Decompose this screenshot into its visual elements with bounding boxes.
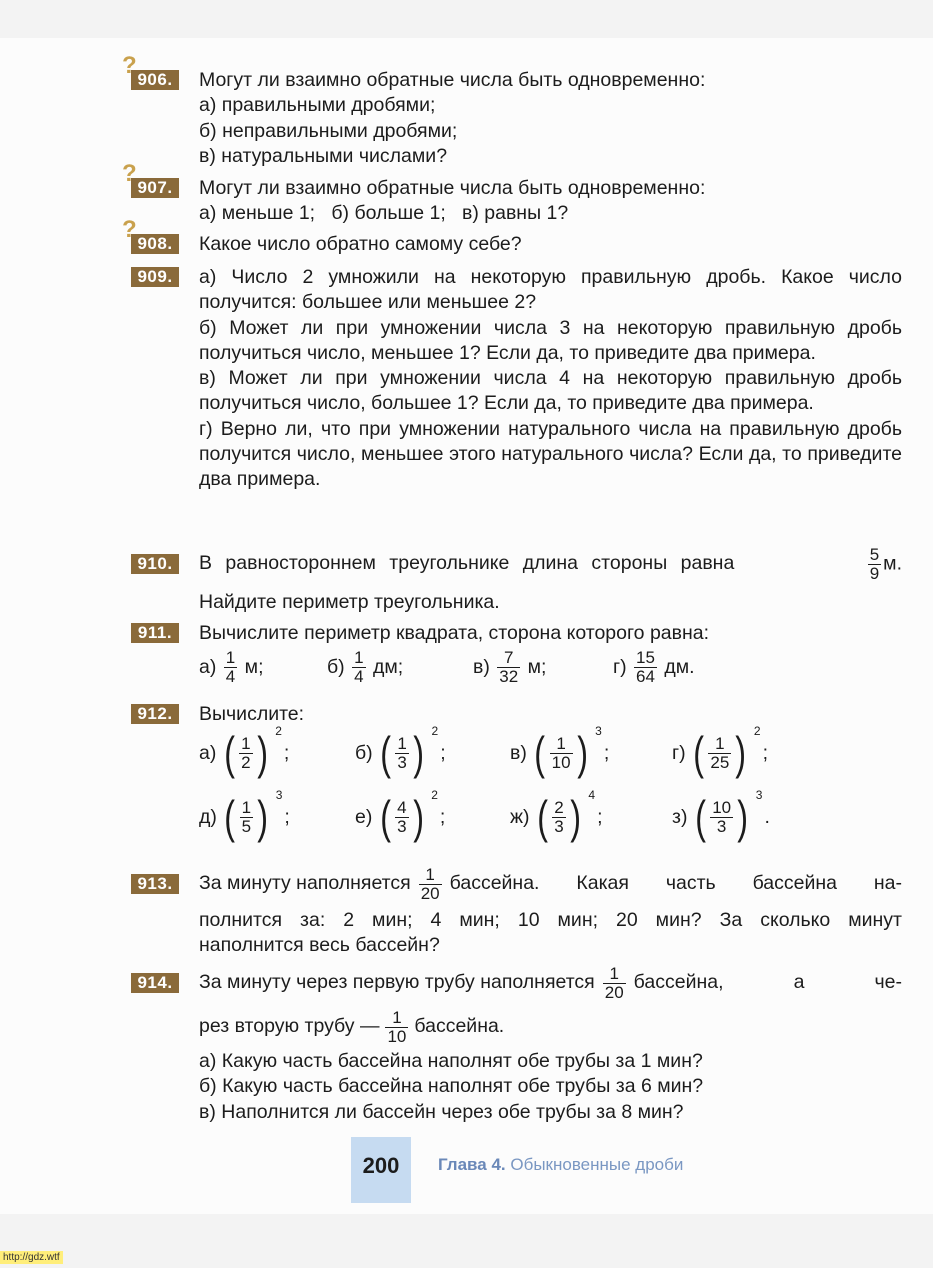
numerator: 1 xyxy=(715,733,725,753)
right-paren: ) xyxy=(257,791,269,843)
denominator: 64 xyxy=(636,667,655,686)
right-paren: ) xyxy=(570,791,581,843)
problem-text xyxy=(199,544,902,615)
fraction xyxy=(419,866,442,903)
left-paren: ( xyxy=(380,727,392,779)
numerator: 1 xyxy=(609,963,619,983)
power xyxy=(222,724,282,779)
problem-text xyxy=(199,265,902,493)
exponent: 2 xyxy=(431,788,438,802)
denominator: 20 xyxy=(604,982,624,1002)
exponent: 2 xyxy=(275,724,282,738)
fraction xyxy=(603,965,626,1002)
punct: ; xyxy=(597,805,603,828)
right-paren: ) xyxy=(737,791,749,843)
exponent: 2 xyxy=(753,724,761,738)
text-line: наполнится весь бассейн? xyxy=(199,934,440,957)
chapter-label: Глава 4. xyxy=(438,1155,506,1174)
exponent: 4 xyxy=(588,788,596,802)
denominator: 20 xyxy=(420,883,440,903)
right-paren: ) xyxy=(576,727,588,779)
item-a xyxy=(199,649,263,686)
right-paren: ) xyxy=(256,727,268,779)
fraction xyxy=(240,799,253,836)
problem-number: ? 906. xyxy=(131,70,179,90)
fraction xyxy=(352,649,365,686)
fraction xyxy=(710,799,733,836)
item-label: г) xyxy=(672,741,686,764)
problem-text xyxy=(199,961,902,1125)
problem-number: 911. xyxy=(131,623,179,643)
power xyxy=(378,724,439,779)
text-line: Какое число обратно самому себе? xyxy=(199,233,522,255)
fraction xyxy=(634,649,657,686)
power-item xyxy=(199,724,290,779)
numerator: 15 xyxy=(636,648,655,667)
numerator: 1 xyxy=(556,733,566,753)
item-c xyxy=(473,649,546,686)
denominator: 9 xyxy=(869,563,880,583)
problem-number: 912. xyxy=(131,704,179,724)
item-label: б) xyxy=(327,656,345,678)
part-a: а) Число 2 умножили на некоторую правильную дробь. Какое число получится: большее или меньшее 2? xyxy=(199,266,902,314)
problem-text xyxy=(199,68,902,169)
running-title xyxy=(438,1155,683,1175)
unit: м. xyxy=(883,552,902,575)
part-c: в) Наполнится ли бассейн через обе трубы за 8 мин? xyxy=(199,1100,684,1123)
denominator: 5 xyxy=(241,816,252,836)
text-line: рез вторую трубу — xyxy=(199,1015,380,1038)
numerator: 10 xyxy=(712,797,732,817)
item-label: а) xyxy=(199,741,217,764)
power xyxy=(222,788,283,843)
text-line: За минуту через первую трубу наполняется xyxy=(199,971,595,994)
punct: ; xyxy=(284,805,290,828)
problem-number: 910. xyxy=(131,554,179,574)
unit: м; xyxy=(527,656,547,678)
punct: ; xyxy=(283,741,290,764)
punct: ; xyxy=(762,741,769,764)
numerator: 7 xyxy=(504,648,514,667)
fraction xyxy=(497,649,520,686)
left-paren: ( xyxy=(693,727,705,779)
left-paren: ( xyxy=(534,727,546,779)
unit: дм; xyxy=(372,656,404,678)
fraction xyxy=(395,799,408,836)
power-item xyxy=(672,788,770,843)
text-line: В равностороннем треугольнике длина стороны равна xyxy=(199,552,735,575)
part-a: а) Какую часть бассейна наполнят обе трубы за 1 мин? xyxy=(199,1050,703,1072)
item-label: е) xyxy=(355,805,373,828)
power-item xyxy=(510,788,603,843)
power xyxy=(378,788,438,843)
power xyxy=(532,724,602,779)
text-line: Могут ли взаимно обратные числа быть одновременно: xyxy=(199,69,706,91)
item-d xyxy=(613,649,695,686)
item-b xyxy=(327,649,403,686)
fraction xyxy=(550,735,573,772)
exponent: 2 xyxy=(431,724,439,738)
numerator: 2 xyxy=(554,797,564,817)
item-label: б) xyxy=(355,741,373,764)
denominator: 10 xyxy=(387,1026,407,1046)
punct: ; xyxy=(440,741,446,764)
numerator: 1 xyxy=(241,733,251,753)
problem-text xyxy=(199,702,902,727)
numerator: 1 xyxy=(241,797,252,817)
chapter-title: Обыкновенные дроби xyxy=(510,1155,684,1174)
left-paren: ( xyxy=(224,791,236,843)
problem-text xyxy=(199,232,902,257)
unit: дм. xyxy=(664,656,695,678)
fraction xyxy=(239,735,252,772)
numerator: 4 xyxy=(397,797,407,817)
power-item xyxy=(355,788,446,843)
text-line: полнится за: 2 мин; 4 мин; 10 мин; 20 мин? За сколько минут xyxy=(199,909,902,931)
left-paren: ( xyxy=(224,727,235,779)
text-line: а) правильными дробями; xyxy=(199,94,436,117)
item-label: в) xyxy=(473,656,490,678)
exponent: 3 xyxy=(755,788,763,802)
text-line: б) неправильными дробями; xyxy=(199,119,458,142)
right-paren: ) xyxy=(735,727,747,779)
fraction xyxy=(868,546,881,583)
text-line: Найдите периметр треугольника. xyxy=(199,591,500,613)
numerator: 1 xyxy=(354,648,364,667)
item-label: ж) xyxy=(510,805,530,828)
exponent: 3 xyxy=(595,724,602,738)
numerator: 1 xyxy=(225,648,236,667)
denominator: 4 xyxy=(225,667,236,686)
right-paren: ) xyxy=(413,727,424,779)
text-line: За минуту наполняется xyxy=(199,872,411,895)
denominator: 3 xyxy=(554,816,564,836)
problem-text xyxy=(199,176,902,227)
left-paren: ( xyxy=(695,791,706,843)
numerator: 1 xyxy=(397,733,407,753)
numerator: 1 xyxy=(425,864,435,884)
problem-number: ? 907. xyxy=(131,178,179,198)
left-paren: ( xyxy=(380,791,391,843)
denominator: 32 xyxy=(499,667,519,686)
fraction xyxy=(552,799,565,836)
item-label: в) xyxy=(510,741,527,764)
denominator: 3 xyxy=(397,816,407,836)
problem-number: ? 908. xyxy=(131,234,179,254)
punct: . xyxy=(764,805,770,828)
denominator: 4 xyxy=(354,667,364,686)
punct: ; xyxy=(439,805,446,828)
text-line: а) меньше 1; б) больше 1; в) равны 1? xyxy=(199,202,569,225)
text-line: Вычислите: xyxy=(199,703,305,725)
fraction xyxy=(224,649,237,686)
problem-number: 913. xyxy=(131,874,179,894)
item-label: д) xyxy=(199,805,217,828)
denominator: 3 xyxy=(397,752,407,772)
power-item xyxy=(199,788,290,843)
power-item xyxy=(672,724,769,779)
text-line: Могут ли взаимно обратные числа быть одновременно: xyxy=(199,177,706,199)
part-b: б) Какую часть бассейна наполнят обе трубы за 6 мин? xyxy=(199,1075,704,1098)
numerator: 5 xyxy=(869,544,880,564)
fraction xyxy=(708,735,731,772)
text-line: в) натуральными числами? xyxy=(199,144,448,167)
item-label: з) xyxy=(672,805,688,828)
power xyxy=(691,724,761,779)
left-paren: ( xyxy=(537,791,548,843)
denominator: 25 xyxy=(710,752,730,772)
text-line: бассейна, а че- xyxy=(633,971,902,994)
problem-number: 914. xyxy=(131,973,179,993)
item-label: а) xyxy=(199,656,217,678)
problem-number: 909. xyxy=(131,267,179,287)
power-item xyxy=(510,724,610,779)
power xyxy=(693,788,763,843)
exponent: 3 xyxy=(275,788,283,802)
problem-text xyxy=(199,621,902,646)
watermark: http://gdz.wtf xyxy=(0,1251,63,1264)
fraction xyxy=(385,1009,408,1046)
denominator: 3 xyxy=(710,817,733,836)
part-c: в) Может ли при умножении числа 4 на некоторую правильную дробь получиться число, большее 1? Если да, то приведите два примера. xyxy=(199,367,902,415)
punct: ; xyxy=(603,741,610,764)
right-paren: ) xyxy=(412,791,424,843)
fraction xyxy=(395,735,408,772)
denominator: 2 xyxy=(241,752,251,772)
power-item xyxy=(355,724,446,779)
denominator: 10 xyxy=(551,752,571,772)
problem-text xyxy=(199,862,902,959)
power xyxy=(535,788,596,843)
text-line: Вычислите периметр квадрата, сторона которого равна: xyxy=(199,622,710,644)
text-line: бассейна. xyxy=(414,1015,505,1038)
numerator: 1 xyxy=(392,1007,402,1027)
item-label: г) xyxy=(613,656,627,678)
unit: м; xyxy=(244,656,264,678)
part-b: б) Может ли при умножении числа 3 на некоторую правильную дробь получиться число, меньшее 1? Если да, то приведите два примера. xyxy=(199,316,902,364)
part-d: г) Верно ли, что при умножении натурального числа на правильную дробь получится число, меньшее этого натурального числа? Если да, то приведите два примера. xyxy=(199,417,902,491)
page-number: 200 xyxy=(351,1137,411,1203)
text-line: бассейна. Какая часть бассейна на- xyxy=(449,872,902,895)
